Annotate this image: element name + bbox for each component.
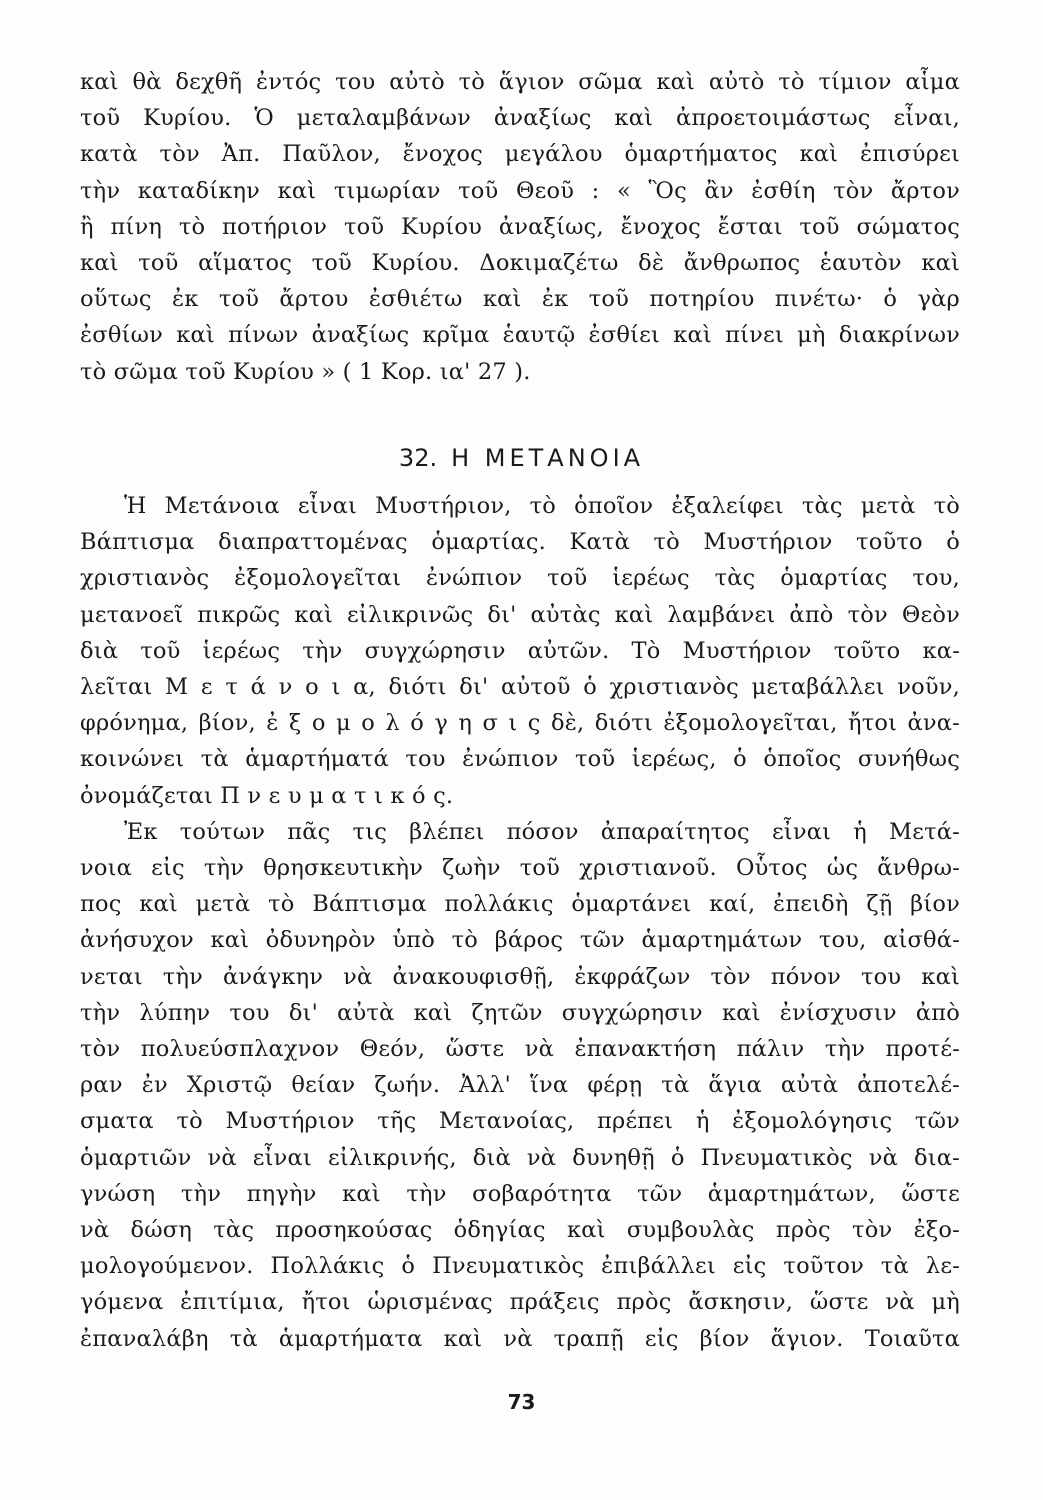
text-line: τὸ σῶμα τοῦ Κυρίου » ( 1 Κορ. ια' 27 ).	[80, 358, 531, 385]
text-line: τὸν πολυεύσπλαχνον Θεόν, ὥστε νὰ ἐπανακτήση πάλιν τὴν προτέ-	[80, 1036, 960, 1063]
text-line: φρόνημα, βίον, ἐ ξ ο μ ο λ ό γ η σ ι ς δὲ, διότι ἐξομολογεῖται, ἤτοι ἀνα-	[80, 710, 960, 737]
page-number: 73	[507, 1390, 536, 1414]
text-line: ραν ἐν Χριστῷ θείαν ζωήν. Ἀλλ' ἵνα φέρῃ τὰ ἅγια αὐτὰ ἀποτελέ-	[80, 1072, 960, 1099]
text-line: κοινώνει τὰ ἁμαρτήματά του ἐνώπιον τοῦ ἱερέως, ὁ ὁποῖος συνήθως	[80, 746, 960, 773]
section-title: Η ΜΕΤΑΝΟΙΑ	[451, 444, 645, 472]
text-line: οὕτως ἐκ τοῦ ἄρτου ἐσθιέτω καὶ ἐκ τοῦ ποτηρίου πινέτω· ὁ γὰρ	[80, 286, 960, 313]
text-line: καὶ θὰ δεχθῆ ἐντός του αὐτὸ τὸ ἅγιον σῶμα καὶ αὐτὸ τὸ τίμιον αἷμα	[80, 69, 960, 95]
text-line: νεται τὴν ἀνάγκην νὰ ἀνακουφισθῇ, ἐκφράζων τὸν πόνον του καὶ	[80, 963, 960, 990]
text-line: καὶ τοῦ αἵματος τοῦ Κυρίου. Δοκιμαζέτω δὲ ἄνθρωπος ἑαυτὸν καὶ	[80, 250, 960, 277]
text-line: νοια εἰς τὴν θρησκευτικὴν ζωὴν τοῦ χριστιανοῦ. Οὗτος ὡς ἄνθρω-	[80, 855, 960, 882]
section-heading	[0, 444, 1043, 472]
text-line: χριστιανὸς ἐξομολογεῖται ἐνώπιον τοῦ ἱερέως τὰς ὁμαρτίας του,	[80, 565, 960, 592]
text-line: γνώση τὴν πηγὴν καὶ τὴν σοβαρότητα τῶν ἁμαρτημάτων, ὥστε	[80, 1180, 960, 1207]
text-line: μολογούμενον. Πολλάκις ὁ Πνευματικὸς ἐπιβάλλει εἰς τοῦτον τὰ λε-	[80, 1253, 960, 1280]
text-line: πος καὶ μετὰ τὸ Βάπτισμα πολλάκις ὁμαρτάνει καί, ἐπειδὴ ζῇ βίον	[80, 891, 960, 918]
text-line: λεῖται Μ ε τ ά ν ο ι α, διότι δι' αὐτοῦ ὁ χριστιανὸς μεταβάλλει νοῦν,	[80, 674, 960, 701]
paragraph-repentance	[80, 488, 960, 1357]
text-line: Ἡ Μετάνοια εἶναι Μυστήριον, τὸ ὁποῖον ἐξαλείφει τὰς μετὰ τὸ	[124, 493, 960, 519]
text-line: Βάπτισμα διαπραττομένας ὁμαρτίας. Κατὰ τὸ Μυστήριον τοῦτο ὁ	[80, 529, 960, 556]
text-line: Ἐκ τούτων πᾶς τις βλέπει πόσον ἀπαραίτητος εἶναι ἡ Μετά-	[124, 818, 960, 845]
text-line: νὰ δώση τὰς προσηκούσας ὁδηγίας καὶ συμβουλὰς πρὸς τὸν ἐξο-	[80, 1217, 960, 1244]
text-line: μετανοεῖ πικρῶς καὶ εἰλικρινῶς δι' αὐτὰς καὶ λαμβάνει ἀπὸ τὸν Θεὸν	[80, 601, 960, 628]
text-line: τὴν λύπην του δι' αὐτὰ καὶ ζητῶν συγχώρησιν καὶ ἐνίσχυσιν ἀπὸ	[80, 999, 960, 1026]
paragraph-communion	[80, 64, 960, 390]
section-number: 32.	[398, 444, 438, 472]
text-line: σματα τὸ Μυστήριον τῆς Μετανοίας, πρέπει ἡ ἐξομολόγησις τῶν	[80, 1108, 960, 1135]
text-line: διὰ τοῦ ἱερέως τὴν συγχώρησιν αὐτῶν. Τὸ Μυστήριον τοῦτο κα-	[80, 637, 960, 664]
text-line: ἢ πίνη τὸ ποτήριον τοῦ Κυρίου ἀναξίως, ἔνοχος ἔσται τοῦ σώματος	[80, 213, 960, 240]
text-line: γόμενα ἐπιτίμια, ἤτοι ὡρισμένας πράξεις πρὸς ἄσκησιν, ὥστε νὰ μὴ	[80, 1289, 960, 1316]
text-line: ἀνήσυχον καὶ ὀδυνηρὸν ὑπὸ τὸ βάρος τῶν ἁμαρτημάτων του, αἰσθά-	[80, 927, 960, 954]
text-line: τὴν καταδίκην καὶ τιμωρίαν τοῦ Θεοῦ : « Ὃς ἂν ἐσθίη τὸν ἄρτον	[80, 177, 960, 204]
text-line: ἐσθίων καὶ πίνων ἀναξίως κρῖμα ἑαυτῷ ἐσθίει καὶ πίνει μὴ διακρίνων	[80, 322, 960, 349]
text-line: ἐπαναλάβη τὰ ἁμαρτήματα καὶ νὰ τραπῇ εἰς βίον ἅγιον. Τοιαῦτα	[80, 1325, 960, 1352]
text-line: ὀνομάζεται Π ν ε υ μ α τ ι κ ό ς.	[80, 782, 454, 809]
text-line: ὁμαρτιῶν νὰ εἶναι εἰλικρινής, διὰ νὰ δυνηθῇ ὁ Πνευματικὸς νὰ δια-	[80, 1144, 960, 1171]
text-line: κατὰ τὸν Ἀπ. Παῦλον, ἔνοχος μεγάλου ὁμαρτήματος καὶ ἐπισύρει	[80, 141, 960, 168]
text-line: τοῦ Κυρίου. Ὁ μεταλαμβάνων ἀναξίως καὶ ἀπροετοιμάστως εἶναι,	[80, 105, 960, 132]
